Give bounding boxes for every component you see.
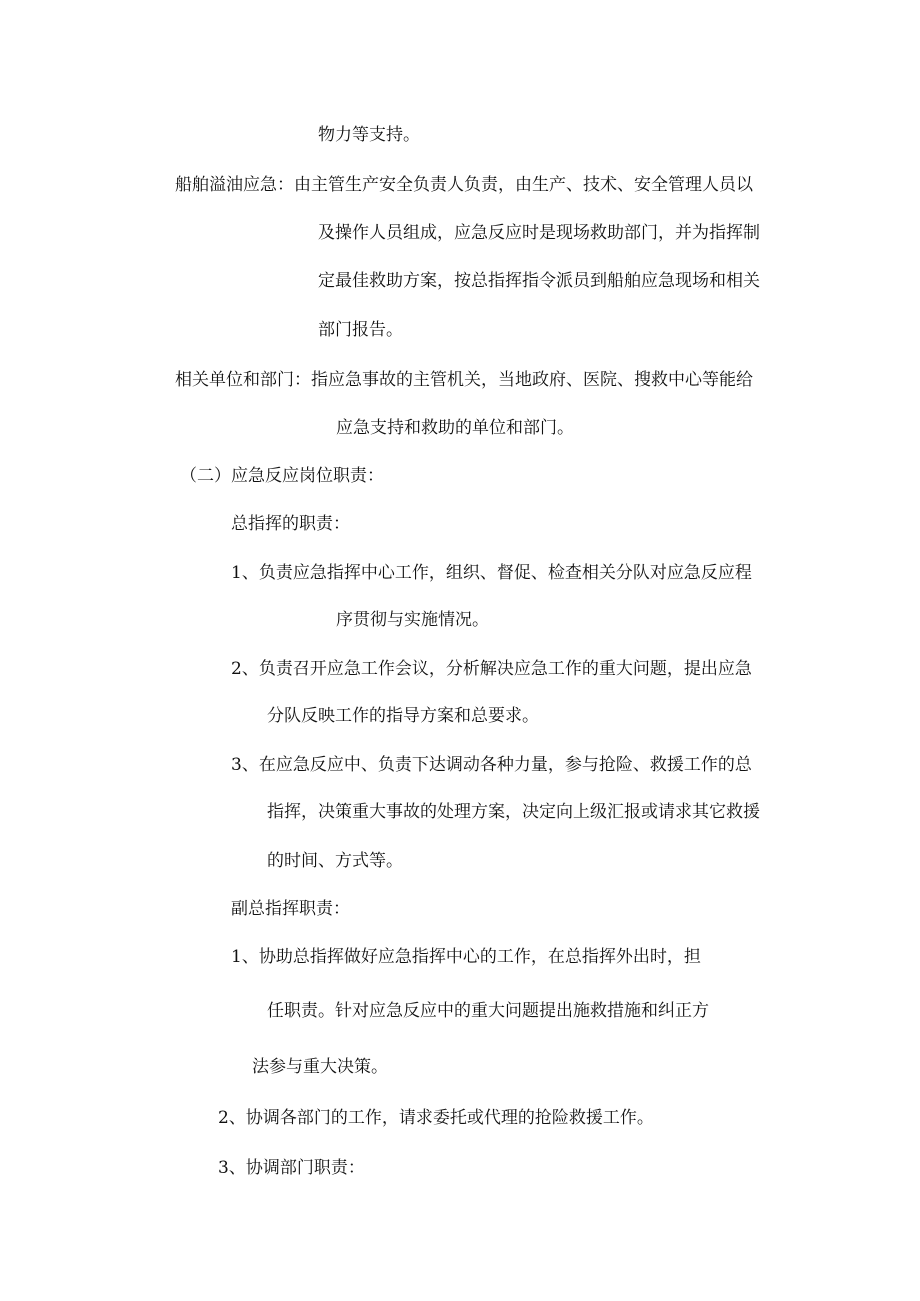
- text-line-2: 船舶溢油应急：由主管生产安全负责人负责，由生产、技术、安全管理人员以: [175, 175, 753, 195]
- text-line-19: 任职责。针对应急反应中的重大问题提出施救措施和纠正方: [267, 1001, 709, 1021]
- subheading-chief: 总指挥的职责：: [231, 514, 350, 534]
- text-line-22: 3、协调部门职责：: [218, 1158, 365, 1178]
- text-line-11: 序贯彻与实施情况。: [336, 610, 489, 630]
- text-line-10: 1、负责应急指挥中心工作，组织、督促、检查相关分队对应急反应程: [231, 563, 752, 583]
- section-heading: （二）应急反应岗位职责：: [180, 466, 384, 486]
- text-line-20: 法参与重大决策。: [252, 1057, 388, 1077]
- text-line-16: 的时间、方式等。: [267, 851, 403, 871]
- text-line-1: 物力等支持。: [318, 125, 420, 145]
- text-line-15: 指挥，决策重大事故的处理方案，决定向上级汇报或请求其它救援: [267, 802, 760, 822]
- text-line-7: 应急支持和救助的单位和部门。: [336, 418, 574, 438]
- text-line-4: 定最佳救助方案，按总指挥指令派员到船舶应急现场和相关: [318, 271, 760, 291]
- text-line-5: 部门报告。: [318, 320, 403, 340]
- text-line-14: 3、在应急反应中、负责下达调动各种力量，参与抢险、救援工作的总: [231, 755, 752, 775]
- text-line-21: 2、协调各部门的工作，请求委托或代理的抢险救援工作。: [218, 1108, 654, 1128]
- text-line-18: 1、协助总指挥做好应急指挥中心的工作，在总指挥外出时，担: [231, 947, 701, 967]
- text-line-12: 2、负责召开应急工作会议，分析解决应急工作的重大问题，提出应急: [231, 659, 752, 679]
- text-line-3: 及操作人员组成，应急反应时是现场救助部门，并为指挥制: [318, 223, 760, 243]
- text-line-6: 相关单位和部门：指应急事故的主管机关，当地政府、医院、搜救中心等能给: [175, 370, 753, 390]
- text-line-13: 分队反映工作的指导方案和总要求。: [267, 706, 539, 726]
- subheading-deputy: 副总指挥职责：: [231, 899, 350, 919]
